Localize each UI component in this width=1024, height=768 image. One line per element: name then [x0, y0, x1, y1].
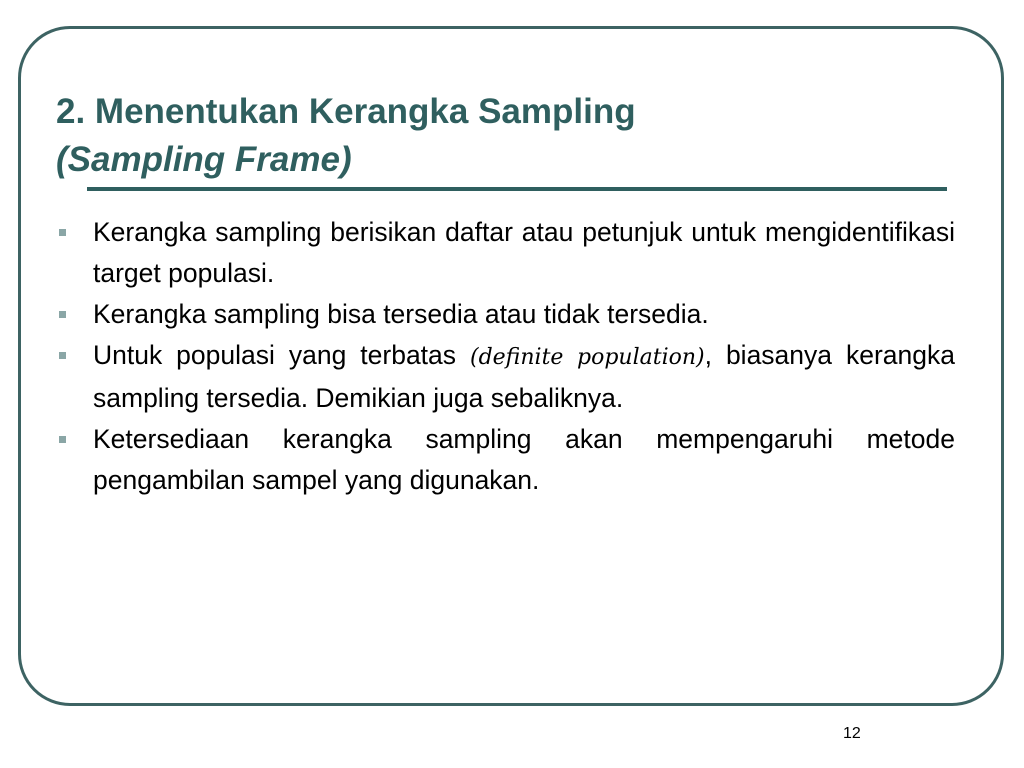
bullet-text: Ketersediaan kerangka sampling akan mempengaruhi metode pengambilan sampel yang digunakan. [93, 424, 955, 495]
bullet-text-after: , biasanya kerangka sampling tersedia. Demikian juga sebaliknya. [93, 340, 955, 413]
title-subtitle: (Sampling Frame) [56, 140, 352, 179]
bullet-text-before: Untuk populasi yang terbatas [93, 340, 470, 370]
bullet-text: Kerangka sampling bisa tersedia atau tidak tersedia. [93, 299, 709, 329]
title-main: 2. Menentukan Kerangka Sampling [56, 92, 636, 131]
bullet-item [57, 419, 955, 501]
bullet-marker-icon [59, 229, 66, 236]
slide-title [56, 88, 636, 184]
page-number: 12 [843, 725, 861, 742]
bullet-text: Kerangka sampling berisikan daftar atau petunjuk untuk mengidentifikasi target populasi. [93, 217, 955, 288]
bullet-list [57, 212, 955, 501]
bullet-emphasis: (definite population) [470, 345, 705, 370]
bullet-item [57, 212, 955, 294]
title-underline [87, 187, 947, 191]
bullet-item [57, 335, 955, 419]
bullet-marker-icon [59, 436, 66, 443]
bullet-item [57, 294, 955, 335]
bullet-marker-icon [59, 352, 66, 359]
bullet-marker-icon [59, 311, 66, 318]
